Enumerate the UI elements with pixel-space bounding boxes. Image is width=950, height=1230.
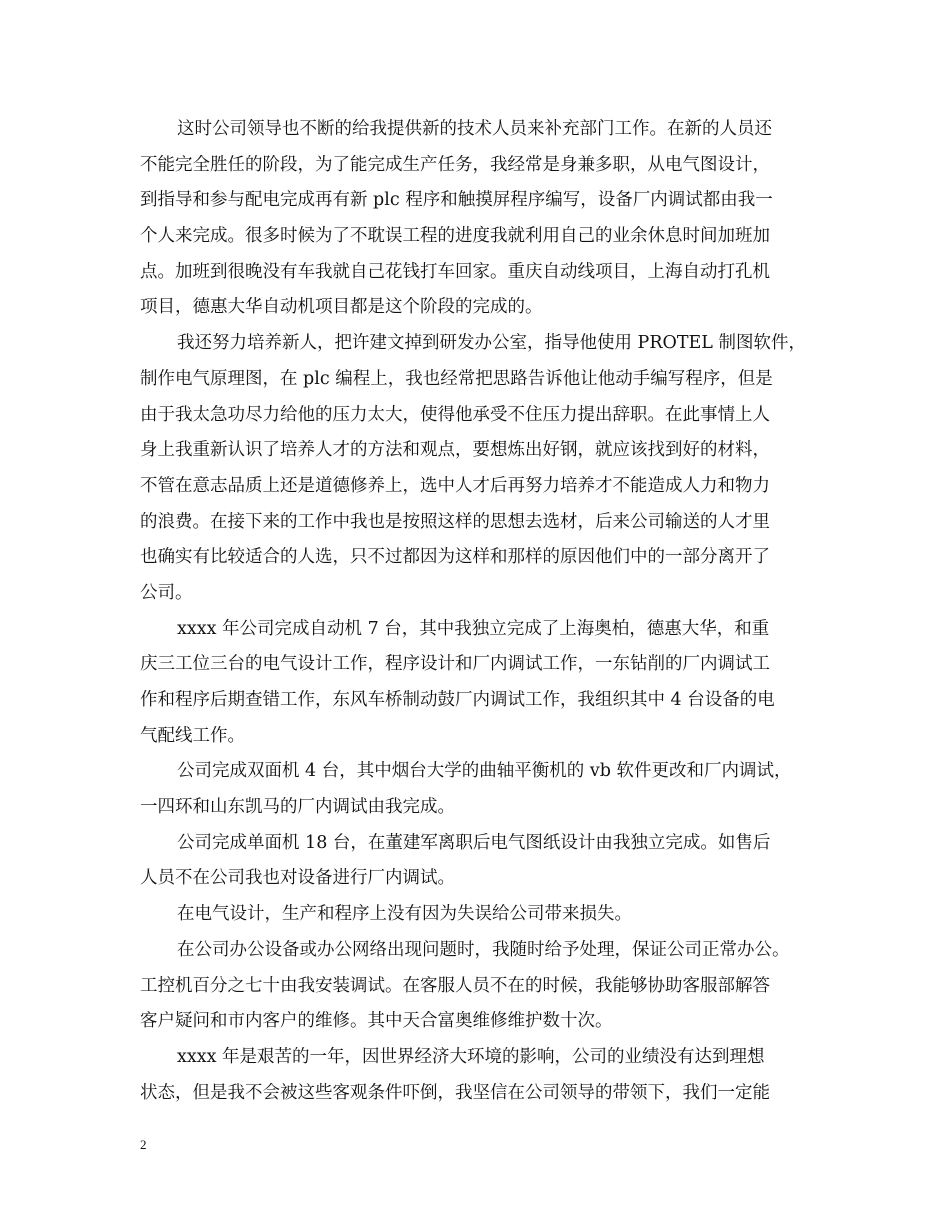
text-line: 客户疑问和市内客户的维修。其中天合富奥维修维护数十次。: [140, 1011, 613, 1032]
text-line: 工控机百分之七十由我安装调试。在客服人员不在的时候，我能够协助客服部解答: [140, 975, 770, 996]
text-line: 在电气设计，生产和程序上没有因为失误给公司带来损失。: [177, 904, 632, 925]
text-line: 气配线工作。: [140, 725, 245, 746]
text-line: 一四环和山东凯马的厂内调试由我完成。: [140, 797, 455, 818]
text-line: 不管在意志品质上还是道德修养上，选中人才后再努力培养才不能造成人力和物力: [140, 475, 770, 496]
text-line: 个人来完成。很多时候为了不耽误工程的进度我就利用自己的业余休息时间加班加: [140, 226, 770, 247]
text-line: 项目，德惠大华自动机项目都是这个阶段的完成的。: [140, 297, 543, 318]
text-line: xxxx 年是艰苦的一年，因世界经济大环境的影响，公司的业绩没有达到理想: [177, 1046, 765, 1067]
text-line: 也确实有比较适合的人选，只不过都因为这样和那样的原因他们中的一部分离开了: [140, 547, 770, 568]
text-line: 公司完成双面机 4 台，其中烟台大学的曲轴平衡机的 vb 软件更改和厂内调试，: [177, 761, 792, 782]
text-line: 由于我太急功尽力给他的压力太大，使得他承受不住压力提出辞职。在此事情上人: [140, 404, 770, 425]
text-line: 点。加班到很晚没有车我就自己花钱打车回家。重庆自动线项目，上海自动打孔机: [140, 261, 770, 282]
document-body: [140, 112, 820, 1111]
text-line: 我还努力培养新人，把许建文掉到研发办公室，指导他使用 PROTEL 制图软件，: [177, 333, 806, 354]
text-line: 不能完全胜任的阶段，为了能完成生产任务，我经常是身兼多职，从电气图设计，: [140, 154, 770, 175]
text-line: 制作电气原理图，在 plc 编程上，我也经常把思路告诉他让他动手编写程序，但是: [140, 368, 773, 389]
text-line: xxxx 年公司完成自动机 7 台，其中我独立完成了上海奥柏，德惠大华，和重: [177, 618, 770, 639]
text-line: 的浪费。在接下来的工作中我也是按照这样的思想去选材，后来公司输送的人才里: [140, 511, 770, 532]
text-line: 公司。: [140, 582, 193, 603]
text-line: 到指导和参与配电完成再有新 plc 程序和触摸屏程序编写，设备厂内调试都由我一: [140, 190, 773, 211]
text-line: 公司完成单面机 18 台，在董建军离职后电气图纸设计由我独立完成。如售后: [177, 832, 771, 853]
text-line: 在公司办公设备或办公网络出现问题时，我随时给予处理，保证公司正常办公。: [177, 939, 790, 960]
text-line: 这时公司领导也不断的给我提供新的技术人员来补充部门工作。在新的人员还: [177, 119, 772, 139]
text-line: 身上我重新认识了培养人才的方法和观点，要想炼出好钢，就应该找到好的材料，: [140, 440, 770, 461]
text-line: 人员不在公司我也对设备进行厂内调试。: [140, 868, 455, 889]
text-line: 状态，但是我不会被这些客观条件吓倒，我坚信在公司领导的带领下，我们一定能: [140, 1082, 770, 1103]
text-line: 作和程序后期查错工作，东风车桥制动鼓厂内调试工作，我组织其中 4 台设备的电: [140, 690, 775, 710]
text-line: 庆三工位三台的电气设计工作，程序设计和厂内调试工作，一东钻削的厂内调试工: [140, 654, 770, 675]
page-number: 2: [140, 1137, 147, 1152]
